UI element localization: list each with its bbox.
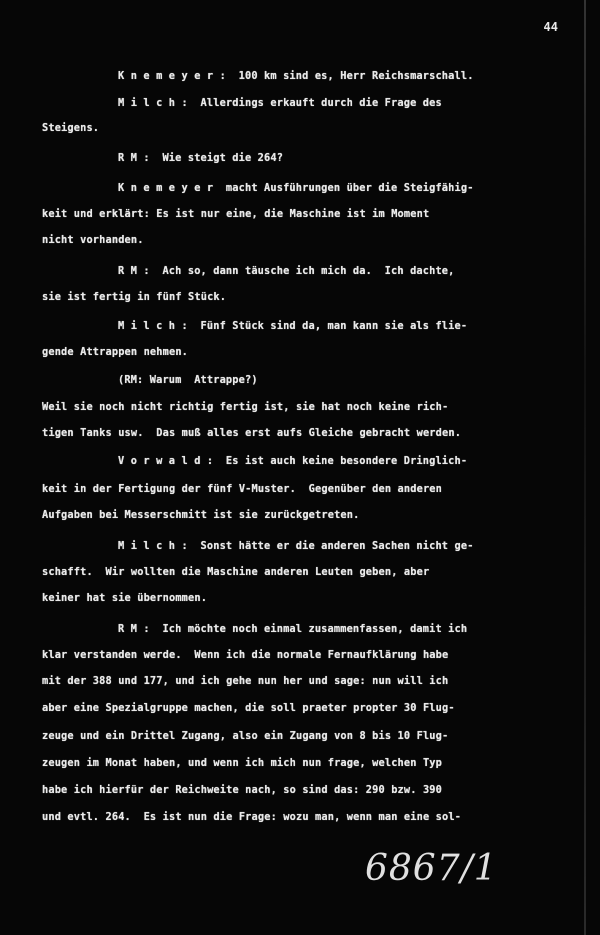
text-line: V o r w a l d : Es ist auch keine besondere Dringlich- (118, 455, 468, 467)
text-line: M i l c h : Sonst hätte er die anderen Sachen nicht ge- (118, 540, 474, 552)
text-line: habe ich hierfür der Reichweite nach, so sind das: 290 bzw. 390 (42, 784, 443, 796)
text-line: Aufgaben bei Messerschmitt ist sie zurückgetreten. (42, 509, 360, 521)
text-line: tigen Tanks usw. Das muß alles erst aufs Gleiche gebracht werden. (42, 427, 462, 439)
text-line: (RM: Warum Attrappe?) (118, 374, 258, 386)
text-line: mit der 388 und 177, und ich gehe nun her und sage: nun will ich (42, 675, 449, 687)
text-line: zeuge und ein Drittel Zugang, also ein Zugang von 8 bis 10 Flug- (42, 730, 449, 742)
text-line: M i l c h : Allerdings erkauft durch die Frage des (118, 97, 442, 109)
text-line: schafft. Wir wollten die Maschine anderen Leuten geben, aber (42, 566, 430, 578)
text-line: keiner hat sie übernommen. (42, 592, 208, 604)
text-line: nicht vorhanden. (42, 234, 144, 246)
text-line: K n e m e y e r : 100 km sind es, Herr Reichsmarschall. (118, 70, 474, 82)
handwritten-archive-number: 6867/1 (365, 848, 498, 889)
text-line: R M : Wie steigt die 264? (118, 152, 284, 164)
text-line: und evtl. 264. Es ist nun die Frage: wozu man, wenn man eine sol- (42, 811, 462, 823)
text-line: zeugen im Monat haben, und wenn ich mich nun frage, welchen Typ (42, 757, 443, 769)
text-line: R M : Ach so, dann täusche ich mich da. Ich dachte, (118, 265, 455, 277)
text-line: Weil sie noch nicht richtig fertig ist, sie hat noch keine rich- (42, 401, 449, 413)
text-line: klar verstanden werde. Wenn ich die normale Fernaufklärung habe (42, 649, 449, 661)
text-line: Steigens. (42, 122, 100, 134)
page-edge (584, 0, 586, 935)
text-line: keit in der Fertigung der fünf V-Muster. Gegenüber den anderen (42, 483, 443, 495)
text-line: K n e m e y e r macht Ausführungen über die Steigfähig- (118, 182, 474, 194)
text-line: gende Attrappen nehmen. (42, 346, 189, 358)
text-line: sie ist fertig in fünf Stück. (42, 291, 227, 303)
text-line: keit und erklärt: Es ist nur eine, die Maschine ist im Moment (42, 208, 430, 220)
text-line: M i l c h : Fünf Stück sind da, man kann sie als flie- (118, 320, 468, 332)
text-line: aber eine Spezialgruppe machen, die soll praeter propter 30 Flug- (42, 702, 455, 714)
page-number: 44 (543, 20, 558, 34)
text-line: R M : Ich möchte noch einmal zusammenfassen, damit ich (118, 623, 468, 635)
